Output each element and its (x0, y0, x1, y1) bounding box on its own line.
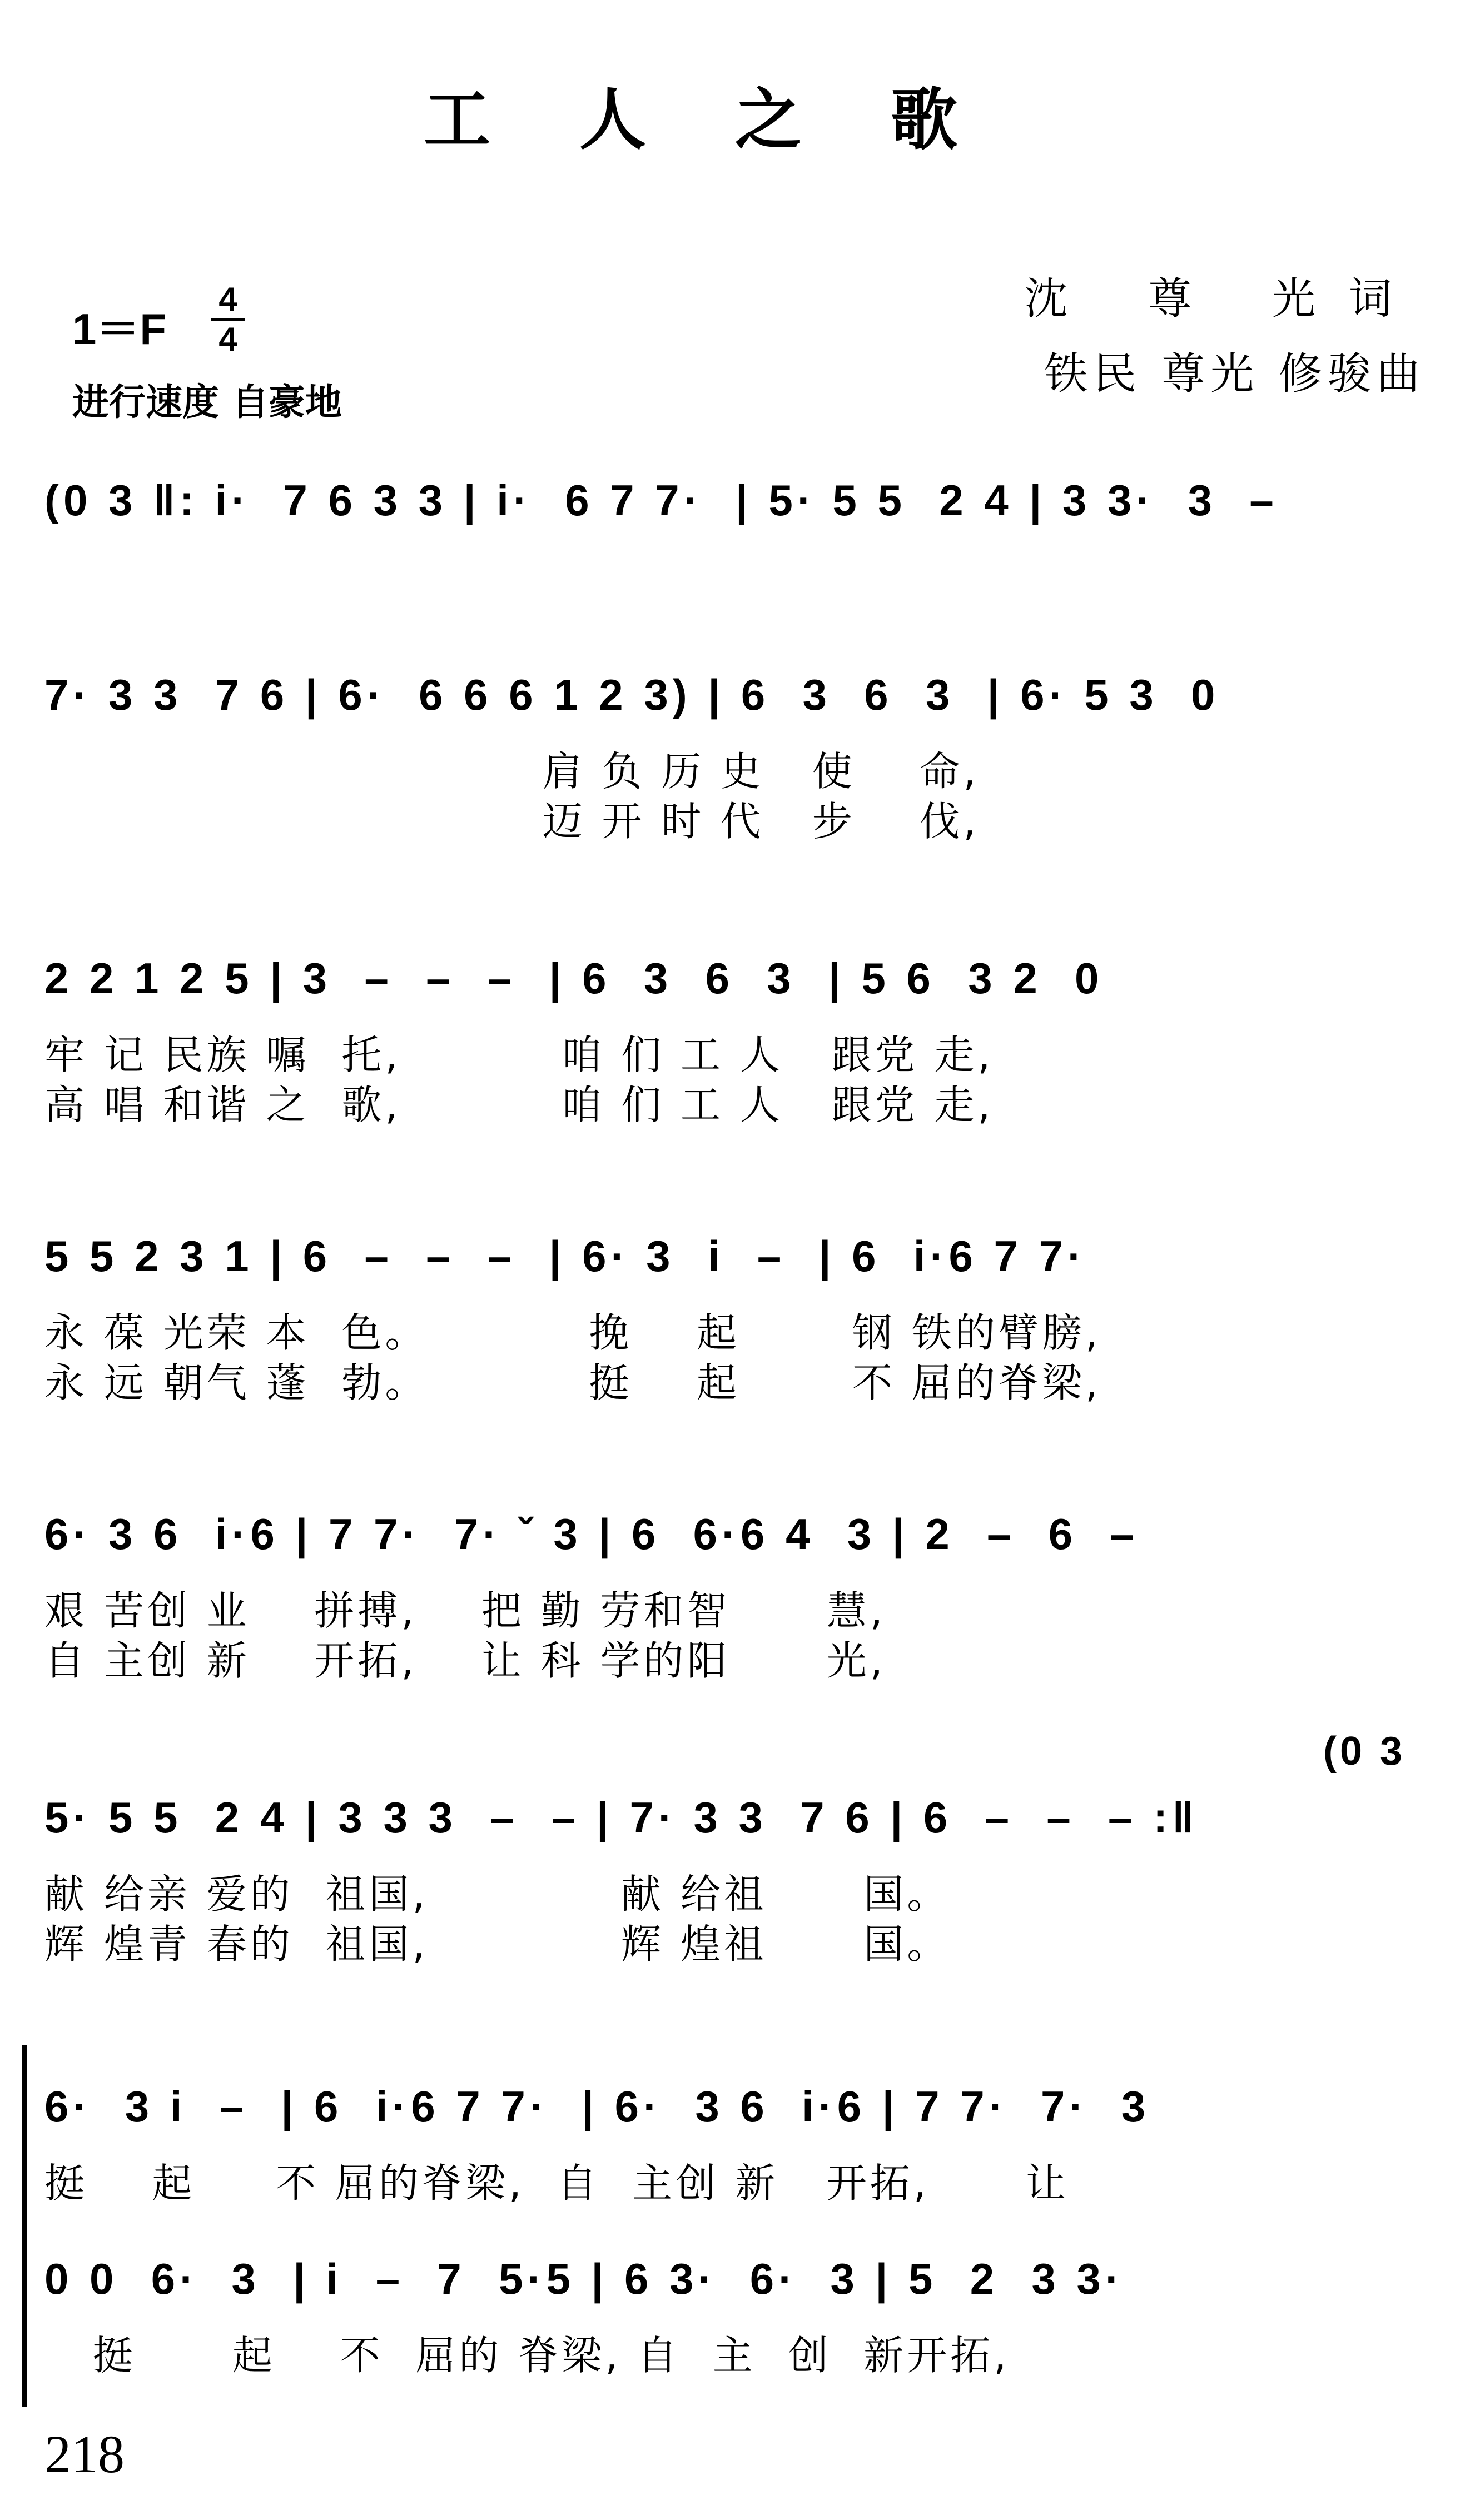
meter-bottom: 4 (218, 321, 237, 358)
lyric-line: 挺 起 不 屈的脊梁, 自 主创 新 开拓, 让 (44, 2160, 1070, 2207)
notation-line (44, 945, 1429, 1012)
jianpu-notes: (0 3 ‖: i· 7 6 3 3 | i· 6 7 7· | 5· 5 5 2 4 | 3 3· 3 – (44, 475, 1278, 525)
jianpu-notes: 6· 3 6 i·6 | 7 7· 7· ˇ 3 | 6 6·6 4 3 | 2 – 6 – (44, 1509, 1139, 1558)
lyric-line: 艰 苦创 业 拼搏, 把 勤 劳和智 慧, (44, 1587, 886, 1634)
lyric-line: 献 给亲 爱的 祖国, 献 给祖 国。 (44, 1871, 951, 1918)
page-number: 218 (44, 2424, 125, 2484)
key-signature: 1＝F (72, 305, 167, 353)
lyric-line: 永 远 朝气 蓬 勃。 挺 起 不 屈的脊梁, (44, 1359, 1101, 1406)
jianpu-notes: 2 2 1 2 5 | 3 – – – | 6 3 6 3 | 5 6 3 2 0 (44, 953, 1104, 1003)
notation-line (44, 661, 1429, 728)
jianpu-notes: 6· 3 i – | 6 i·6 7 7· | 6· 3 6 i·6 | 7 7· 7· 3 (44, 2081, 1150, 2131)
notation-line (44, 2073, 1429, 2140)
meter-top: 4 (218, 281, 237, 318)
reprise-annotation: (0 3 (1323, 1729, 1406, 1774)
lyric-line: 高 唱 和谐 之 歌, 咱 们 工 人 跟党 走, (44, 1082, 994, 1128)
composer-credit: 铁民 尊光 修骏曲 (1044, 349, 1426, 399)
lyric-line: 牢 记 民族 嘱 托, 咱 们 工 人 跟党 走, (44, 1032, 994, 1078)
notation-line (44, 467, 1429, 534)
tempo-marking: 进行速度 自豪地 (72, 381, 342, 424)
lyric-line: 挺 起 不 屈的 脊梁, 自 主 创 新开拓, (44, 2332, 1010, 2379)
time-signature (211, 283, 245, 356)
jianpu-notes: 0 0 6· 3 | i – 7 5·5 | 6 3· 6· 3 | 5 2 3 3· (44, 2254, 1124, 2303)
jianpu-notes: 7· 3 3 7 6 | 6· 6 6 6 1 2 3) | 6 3 6 3 | 6· 5 3 0 (44, 670, 1220, 719)
lyric-line: 辉 煌青 春的 祖国, 辉 煌祖 国。 (44, 1921, 951, 1968)
lyric-line: 迈 开 时 代 步 伐, (44, 798, 980, 845)
lyric-line: 永 葆 光荣 本 色。 挽 起 钢 铁的臂膀, (44, 1309, 1101, 1356)
lyricist-credit: 沈 尊 光词 (1024, 274, 1426, 324)
notation-line (44, 1784, 1429, 1851)
lyric-line: 自 主创 新 开拓, 让 科 学的阳 光, (44, 1637, 886, 1684)
system-bracket (22, 2045, 43, 2407)
lyric-line: 肩 负 历 史 使 命, (44, 748, 980, 795)
notation-line (44, 1501, 1429, 1567)
jianpu-notes: 5· 5 5 2 4 | 3 3 3 – – | 7· 3 3 7 6 | 6 – – – :‖ (44, 1792, 1198, 1842)
notation-line (44, 1223, 1429, 1289)
song-title: 工人之歌 (424, 83, 1046, 157)
jianpu-notes: 5 5 2 3 1 | 6 – – – | 6· 3 i – | 6 i·6 7 7· (44, 1231, 1086, 1281)
notation-line (44, 2245, 1429, 2312)
